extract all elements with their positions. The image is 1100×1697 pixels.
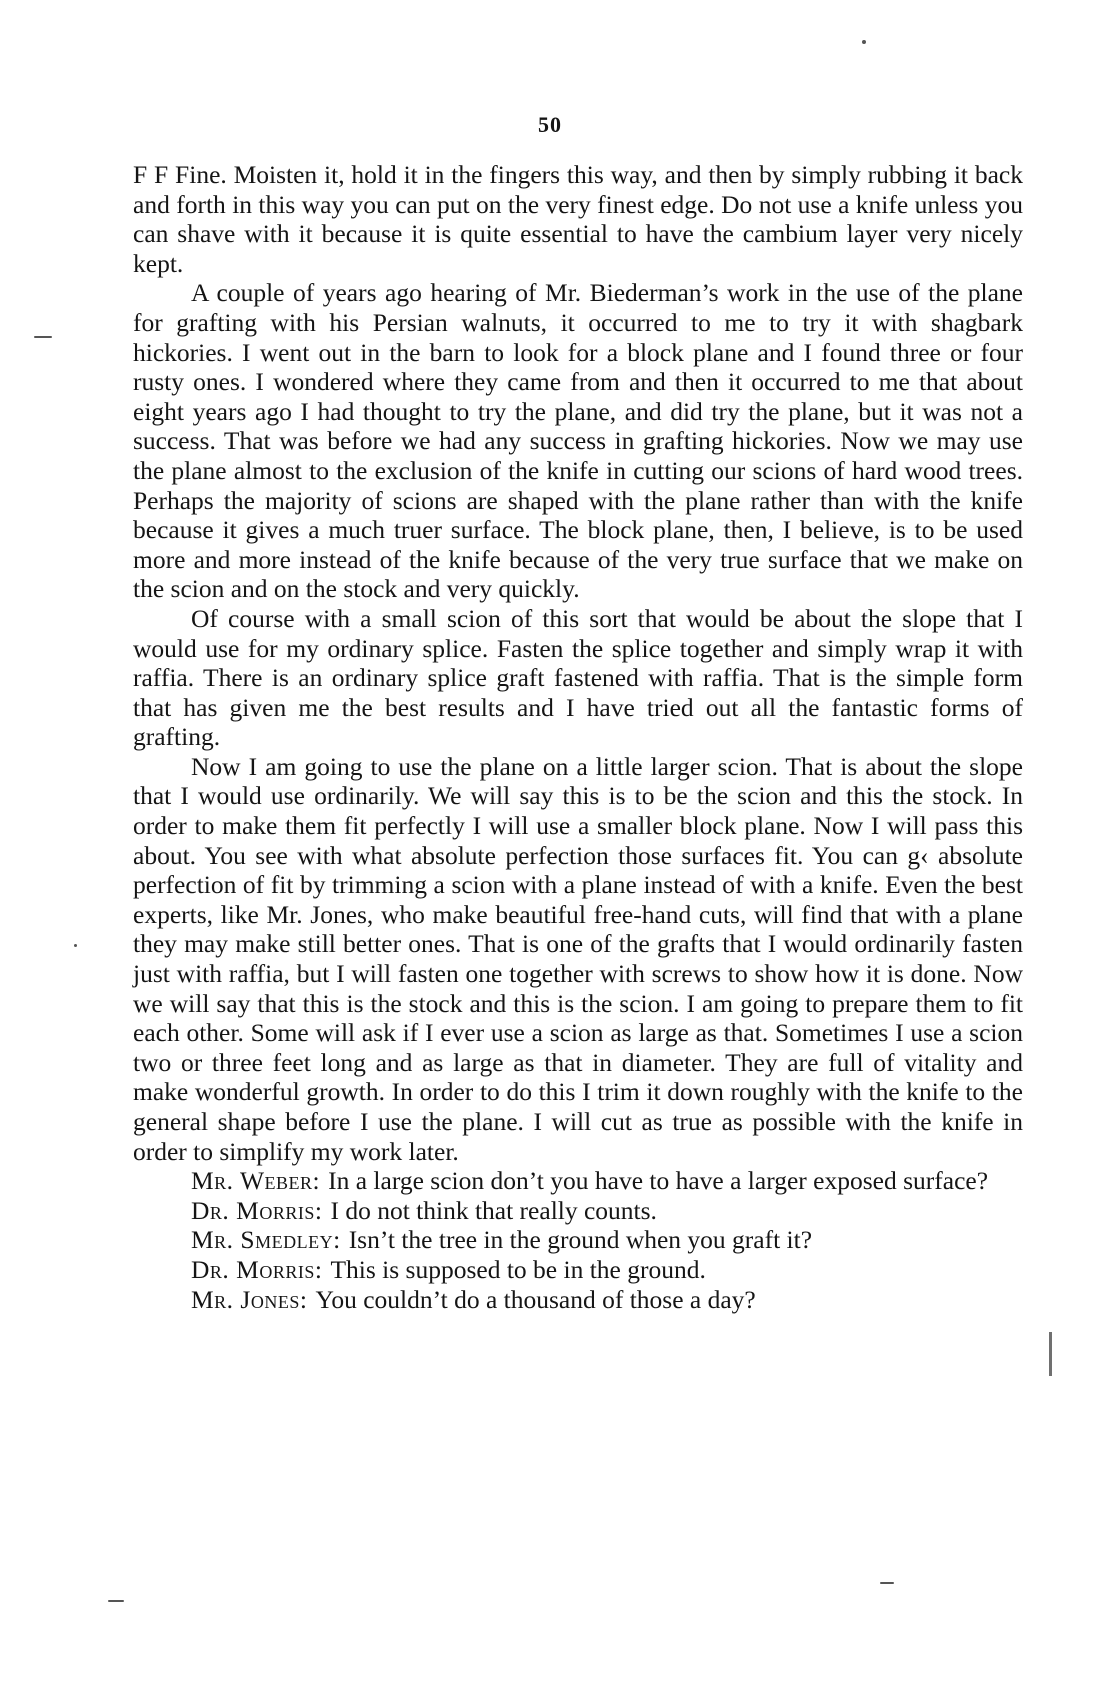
paragraph: Now I am going to use the plane on a little larger scion. That is about the slope that I would use ordinarily. We will say this is to be the scion and this the stock. In order to make them fit perfectly I will use a smaller block plane. Now I will pass this about. You see with what absolute perfection those surfaces fit. You can g‹ absolute perfection of fit by trimming a scion with a plane instead of with a knife. Even the best experts, like Mr. Jones, who make beautiful free-hand cuts, will find that with a plane they may make still better ones. That is one of the grafts that I would ordinarily fasten just with raffia, but I will fasten one together with screws to show how it is done. Now we will say that this is the stock and this is the scion. I am going to prepare them to fit each other. Some will ask if I ever use a scion as large as that. Sometimes I use a scion two or three feet long and as large as that in diameter. They are full of vitality and make wonderful growth. In order to do this I trim it down roughly with the knife to the general shape before I use the plane. I will cut as true as possible with the knife in order to simplify my work later. xyxy=(133,751,1023,1166)
speaker-name: Dr. Morris: xyxy=(191,1195,323,1225)
speech-text: I do not think that really counts. xyxy=(330,1195,657,1225)
page-number: 50 xyxy=(538,112,562,137)
speech-text: Isn’t the tree in the ground when you graft it? xyxy=(348,1225,813,1255)
speech-text: In a large scion don’t you have to have a larger exposed surface? xyxy=(328,1166,989,1196)
scan-speck xyxy=(862,40,866,44)
dialogue-line xyxy=(133,1166,1023,1196)
paragraph: F F Fine. Moisten it, hold it in the fingers this way, and then by simply rubbing it back and forth in this way you can put on the very finest edge. Do not use a knife unless you can shave with it because it is quite essential to have the cambium layer very nicely kept. xyxy=(133,160,1023,278)
dialogue-line xyxy=(133,1196,1023,1226)
scan-speck xyxy=(74,944,77,947)
speaker-name: Dr. Morris: xyxy=(191,1254,323,1284)
dialogue-line xyxy=(133,1225,1023,1255)
dialogue-line xyxy=(133,1285,1023,1315)
page-body xyxy=(133,160,1023,1314)
paragraph: Of course with a small scion of this sort that would be about the slope that I would use for my ordinary splice. Fasten the splice together and simply wrap it with raffia. There is an ordinary splice graft fastened with raffia. That is the simple form that has given me the best results and I have tried out all the fantastic forms of grafting. xyxy=(133,603,1023,752)
speaker-name: Mr. Jones: xyxy=(191,1284,308,1314)
speaker-name: Mr. Weber: xyxy=(191,1166,321,1196)
speaker-name: Mr. Smedley: xyxy=(191,1225,341,1255)
scan-speck xyxy=(108,1600,124,1602)
speech-text: You couldn’t do a thousand of those a day? xyxy=(315,1284,756,1314)
speech-text: This is supposed to be in the ground. xyxy=(330,1254,706,1284)
margin-mark xyxy=(1035,1332,1052,1376)
scan-speck xyxy=(34,336,52,338)
scan-speck xyxy=(880,1582,894,1584)
dialogue xyxy=(133,1166,1023,1314)
dialogue-line xyxy=(133,1255,1023,1285)
paragraph: A couple of years ago hearing of Mr. Biederman’s work in the use of the plane for grafting with his Persian walnuts, it occurred to me to try it with shagbark hickories. I went out in the barn to look for a block plane and I found three or four rusty ones. I wondered where they came from and then it occurred to me that about eight years ago I had thought to try the plane, and did try the plane, but it was not a success. That was before we had any success in grafting hickories. Now we may use the plane almost to the exclusion of the knife in cutting our scions of hard wood trees. Perhaps the majority of scions are shaped with the plane rather than with the knife because it gives a much truer surface. The block plane, then, I believe, is to be used more and more instead of the knife because of the very true surface that we make on the scion and on the stock and very quickly. xyxy=(133,278,1023,604)
